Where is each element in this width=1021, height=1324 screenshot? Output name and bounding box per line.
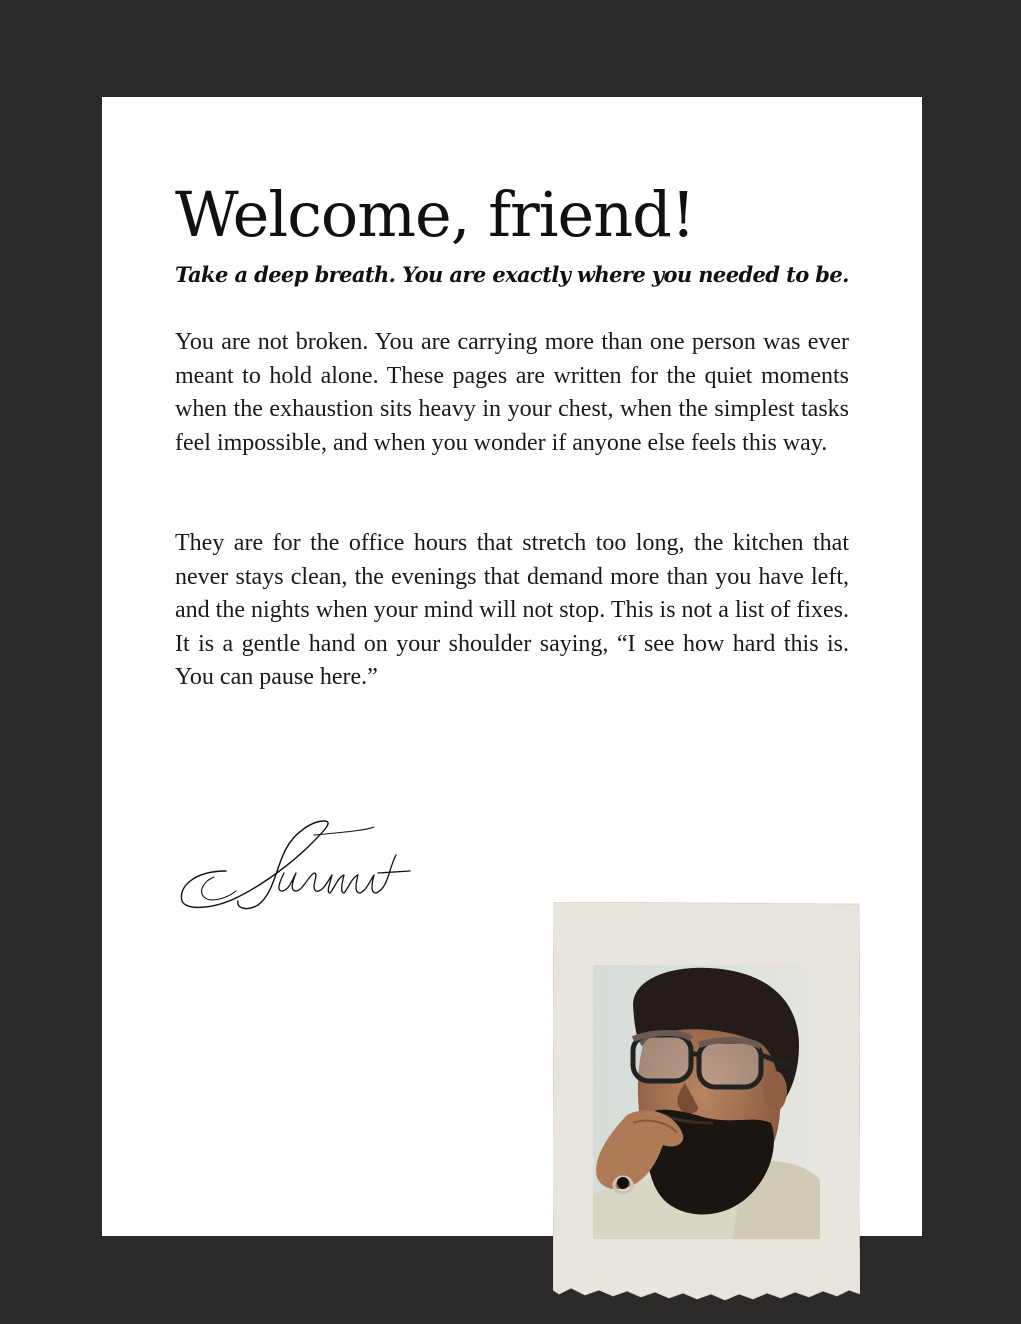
- photo-card: [553, 902, 861, 1302]
- body-paragraph-1: You are not broken. You are carrying more than one person was ever meant to hold alone. These pages are written for the quiet moments when the exhaustion sits heavy in your chest, when the simplest tasks feel impossible, and when you wonder if anyone else feels this way.: [175, 329, 849, 456]
- page-title: Welcome, friend!: [175, 178, 695, 251]
- page-subtitle: Take a deep breath. You are exactly where you needed to be.: [175, 262, 849, 287]
- author-photo: [593, 965, 820, 1239]
- signature-icon: [174, 815, 414, 915]
- portrait-photo-icon: [593, 965, 820, 1239]
- body-paragraph-2: They are for the office hours that stretch too long, the kitchen that never stays clean, the evenings that demand more than you have left, and the nights when your mind will not stop. This is not a list of fixes. It is a gentle hand on your shoulder saying, “I see how hard this is. You can pause here.”: [175, 530, 849, 691]
